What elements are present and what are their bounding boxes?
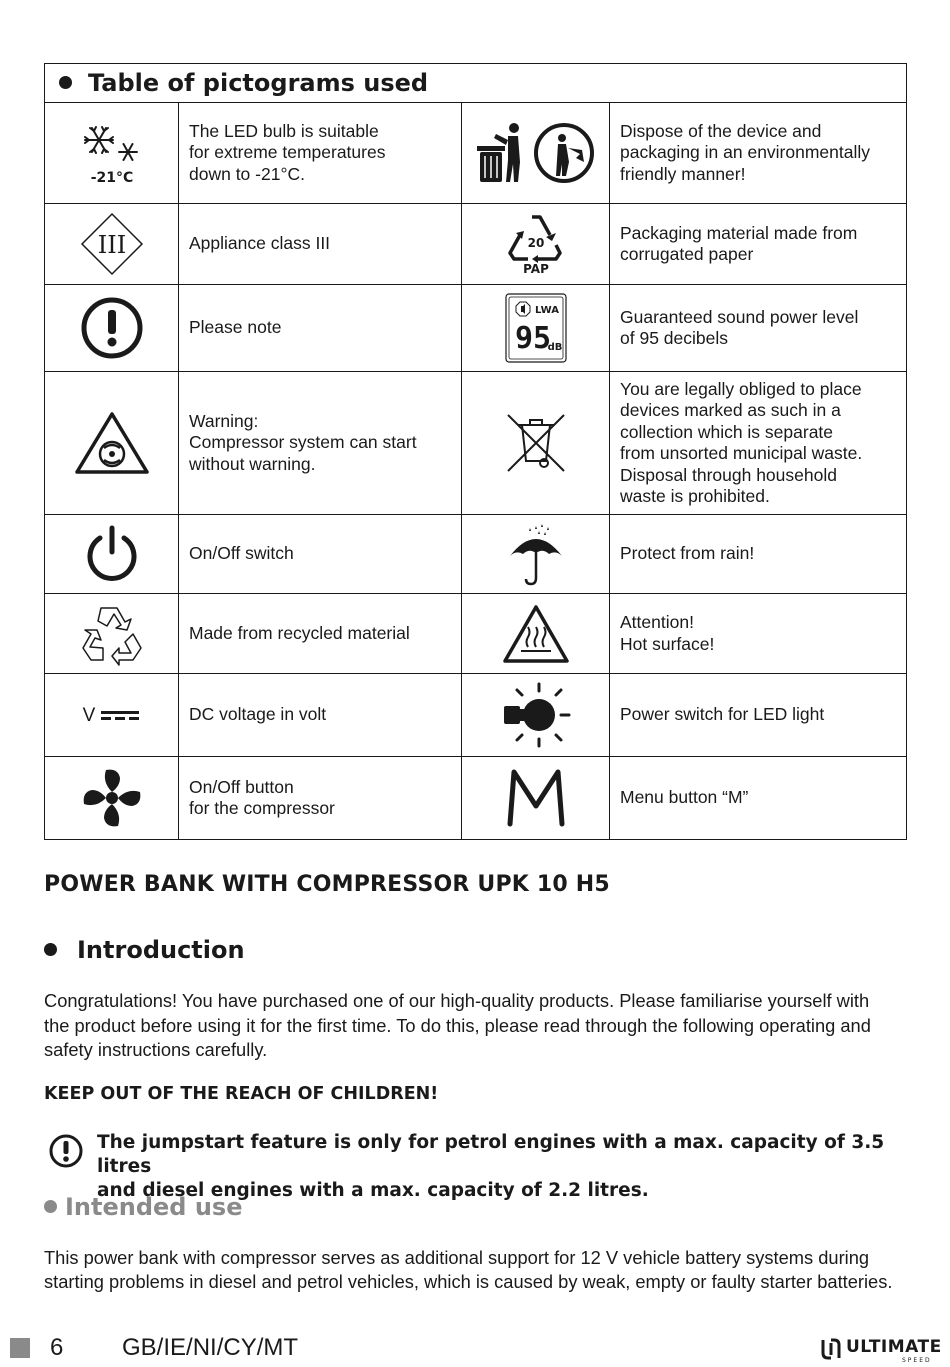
description-line: corrugated paper — [620, 244, 754, 264]
appliance-class-3-icon — [79, 211, 145, 277]
icon-cell — [462, 594, 610, 674]
description-line: Power switch for LED light — [620, 704, 825, 725]
compressor-warning-icon — [74, 410, 150, 476]
icon-cell — [45, 757, 179, 840]
icon-cell — [462, 204, 610, 285]
icon-cell — [45, 674, 179, 757]
exclamation-icon — [79, 295, 145, 361]
icon-caption: V — [82, 705, 95, 726]
icon-cell — [462, 674, 610, 757]
introduction-paragraph — [44, 989, 914, 1063]
introduction-heading — [44, 936, 245, 964]
description-line: On/Off button — [189, 776, 294, 797]
intended-use-heading-text: Intended use — [65, 1193, 243, 1221]
description-cell — [179, 285, 462, 372]
description-line: Disposal through household — [620, 464, 837, 485]
description-cell — [610, 103, 907, 204]
description-line: The LED bulb is suitable — [189, 120, 379, 141]
description-line: Made from recycled material — [189, 622, 410, 643]
exclamation-icon — [48, 1133, 84, 1169]
icon-caption: 20 — [527, 236, 544, 250]
description-line: waste is prohibited. — [620, 486, 770, 506]
keep-out-warning: KEEP OUT OF THE REACH OF CHILDREN! — [44, 1084, 439, 1104]
description-line: Packaging material made from — [620, 222, 858, 243]
description-line: Appliance class III — [189, 233, 331, 254]
description-cell — [179, 372, 462, 515]
description-line: Hot surface! — [620, 633, 715, 654]
table-row — [45, 372, 907, 515]
intended-use-heading — [44, 1193, 243, 1221]
description-line: DC voltage in volt — [189, 704, 327, 725]
hot-surface-icon — [501, 603, 571, 665]
icon-cell — [45, 103, 179, 204]
icon-cell — [45, 372, 179, 515]
description-cell — [610, 757, 907, 840]
crossed-bin-icon — [504, 411, 568, 475]
bullet-icon — [44, 1200, 57, 1213]
intended-use-paragraph — [44, 1246, 924, 1294]
icon-unit: dB — [547, 342, 562, 353]
icon-cell — [45, 515, 179, 594]
description-cell — [179, 103, 462, 204]
description-cell — [610, 674, 907, 757]
pictogram-table-title — [45, 64, 907, 103]
table-title-text: Table of pictograms used — [88, 69, 429, 97]
icon-cell — [462, 515, 610, 594]
paragraph-line: starting problems in diesel and petrol vehicles, which is caused by weak, empty or faulty starter batteries. — [44, 1271, 893, 1292]
description-line: from unsorted municipal waste. — [620, 443, 863, 463]
sound-power-icon — [504, 292, 568, 364]
menu-m-icon — [504, 766, 568, 830]
description-line: devices marked as such in a — [620, 400, 841, 420]
introduction-heading-text: Introduction — [77, 936, 245, 964]
note-line: and diesel engines with a max. capacity of 2.2 litres. — [97, 1180, 649, 1201]
description-line: Protect from rain! — [620, 543, 755, 564]
description-line: Please note — [189, 317, 282, 338]
brand-name: ULTIMATE — [846, 1337, 942, 1357]
table-row — [45, 285, 907, 372]
pictogram-table — [44, 63, 907, 840]
product-heading: POWER BANK WITH COMPRESSOR UPK 10 H5 — [44, 872, 610, 897]
description-line: without warning. — [189, 453, 316, 474]
dc-voltage-icon — [77, 700, 147, 730]
description-cell — [179, 757, 462, 840]
description-cell — [179, 674, 462, 757]
icon-cell — [45, 204, 179, 285]
country-codes: GB/IE/NI/CY/MT — [122, 1334, 299, 1361]
icon-cell — [462, 757, 610, 840]
paragraph-line: the product before using it for the first time. To do this, please read through the following operating and — [44, 1014, 871, 1036]
table-row — [45, 674, 907, 757]
icon-caption: LWA — [534, 305, 559, 316]
description-cell — [610, 515, 907, 594]
description-line: of 95 decibels — [620, 328, 728, 348]
icon-caption: III — [97, 231, 126, 259]
description-cell — [610, 372, 907, 515]
paragraph-line: safety instructions carefully. — [44, 1039, 268, 1060]
description-line: Menu button “M” — [620, 787, 749, 808]
bullet-icon — [44, 943, 57, 956]
bullet-icon — [59, 76, 72, 89]
paragraph-line: Congratulations! You have purchased one of our high-quality products. Please familiarise yourself with — [44, 990, 870, 1011]
description-line: friendly manner! — [620, 163, 746, 184]
icon-caption: -21°C — [90, 170, 133, 186]
icon-cell — [45, 285, 179, 372]
page-number: 6 — [50, 1334, 64, 1361]
dispose-recycle-icon — [472, 118, 600, 188]
footer-marker — [10, 1338, 30, 1358]
fan-icon — [78, 764, 146, 832]
description-line: collection which is separate — [620, 421, 834, 442]
paragraph-line: This power bank with compressor serves as additional support for 12 V vehicle battery systems during — [44, 1247, 870, 1268]
icon-value: 95 — [514, 321, 551, 356]
brand-subtitle: SPEED — [902, 1357, 932, 1364]
description-line: Guaranteed sound power level — [620, 306, 859, 327]
note-line: The jumpstart feature is only for petrol engines with a max. capacity of 3.5 litres — [97, 1132, 885, 1177]
umbrella-rain-icon — [504, 522, 568, 586]
description-line: for the compressor — [189, 798, 335, 818]
snowflake-icon — [77, 118, 147, 188]
description-line: down to -21°C. — [189, 163, 305, 184]
description-cell — [179, 204, 462, 285]
description-line: You are legally obliged to place — [620, 378, 862, 399]
brand-mark-icon — [820, 1337, 842, 1361]
description-line: packaging in an environmentally — [620, 142, 871, 163]
table-row — [45, 204, 907, 285]
icon-subcaption: PAP — [522, 262, 549, 276]
power-icon — [80, 522, 144, 586]
icon-cell — [462, 285, 610, 372]
description-cell — [610, 594, 907, 674]
recycling-pap-20-icon — [506, 211, 566, 277]
description-cell — [610, 285, 907, 372]
description-line: Warning: — [189, 410, 259, 431]
icon-cell — [462, 372, 610, 515]
description-cell — [179, 515, 462, 594]
table-row — [45, 594, 907, 674]
recycled-material-icon — [79, 602, 145, 666]
led-light-icon — [499, 680, 573, 750]
table-row — [45, 515, 907, 594]
description-line: On/Off switch — [189, 543, 294, 564]
table-row — [45, 757, 907, 840]
icon-cell — [45, 594, 179, 674]
table-row — [45, 103, 907, 204]
description-line: Compressor system can start — [189, 432, 417, 453]
description-line: for extreme temperatures — [189, 142, 386, 163]
description-line: Attention! — [620, 612, 694, 632]
description-cell — [179, 594, 462, 674]
icon-cell — [462, 103, 610, 204]
description-cell — [610, 204, 907, 285]
description-line: Dispose of the device and — [620, 120, 822, 141]
